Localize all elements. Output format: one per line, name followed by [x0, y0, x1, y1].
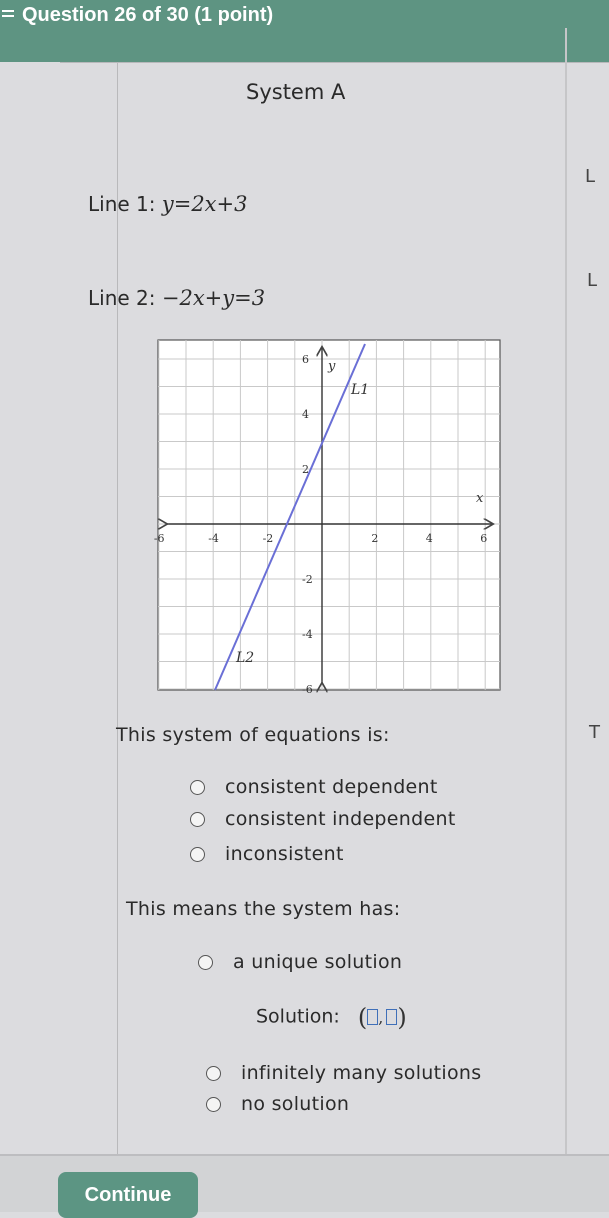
radio-button[interactable]: [190, 812, 205, 827]
line1-row: [88, 192, 247, 216]
question-title: Question 26 of 30 (1 point): [22, 4, 274, 26]
option-label: consistent dependent: [225, 776, 438, 798]
option-label: no solution: [241, 1093, 350, 1115]
content-frame-right: [565, 28, 567, 1154]
solution-x-input[interactable]: [367, 1009, 378, 1025]
x-tick-label: -4: [208, 532, 219, 545]
line2-equation: −2x+y=3: [161, 286, 266, 310]
option-label: a unique solution: [233, 951, 403, 973]
edge-fragment-c: T: [589, 722, 600, 743]
y-tick-label: -2: [302, 573, 313, 586]
line1-label: Line 1:: [88, 192, 156, 216]
option-consistent-independent[interactable]: [190, 808, 456, 830]
y-tick-label: -4: [302, 628, 313, 641]
option-label: infinitely many solutions: [241, 1062, 482, 1084]
continue-button[interactable]: Continue: [58, 1172, 198, 1218]
radio-button[interactable]: [190, 780, 205, 795]
option-consistent-dependent[interactable]: [190, 776, 438, 798]
option-inconsistent[interactable]: [190, 843, 344, 865]
menu-icon[interactable]: [2, 10, 14, 20]
option-label: inconsistent: [225, 843, 344, 865]
coordinate-graph: [153, 340, 500, 696]
line1-equation: y=2x+3: [161, 192, 248, 216]
y-tick-label: -6: [302, 683, 313, 696]
x-tick-label: -2: [262, 532, 274, 545]
radio-button[interactable]: [206, 1066, 221, 1081]
q1-prompt: This system of equations is:: [116, 724, 390, 746]
line2-row: [88, 286, 265, 310]
x-axis-label: x: [476, 491, 484, 506]
solution-inputs: ( , ): [357, 1003, 407, 1031]
system-title: System A: [246, 80, 346, 104]
solution-y-input[interactable]: [386, 1009, 397, 1025]
radio-button[interactable]: [206, 1097, 221, 1112]
y-tick-label: 4: [302, 408, 309, 421]
x-tick-label: 2: [371, 532, 379, 545]
line-label-l1: L1: [351, 382, 370, 398]
x-tick-label: 4: [425, 532, 433, 545]
radio-button[interactable]: [198, 955, 213, 970]
line2-label: Line 2:: [88, 286, 156, 310]
x-tick-label: 6: [480, 532, 488, 545]
q2-prompt: This means the system has:: [126, 898, 401, 920]
edge-fragment-b: L: [587, 270, 598, 291]
option-no-solution[interactable]: [206, 1093, 349, 1115]
line-label-l2: L2: [236, 650, 255, 666]
option-unique-solution[interactable]: [198, 951, 402, 973]
edge-fragment-a: L: [585, 166, 596, 187]
radio-button[interactable]: [190, 847, 205, 862]
option-infinitely-many[interactable]: [206, 1062, 481, 1084]
solution-row: [256, 1003, 407, 1031]
y-tick-label: 6: [302, 353, 309, 366]
option-label: consistent independent: [225, 808, 456, 830]
y-tick-label: 2: [302, 463, 309, 476]
y-axis-label: y: [328, 359, 336, 374]
content-frame-top: [60, 62, 609, 63]
top-bar: [0, 0, 609, 62]
x-tick-label: -6: [153, 532, 165, 545]
content-frame-left: [117, 62, 118, 1154]
solution-label: Solution:: [256, 1005, 340, 1028]
